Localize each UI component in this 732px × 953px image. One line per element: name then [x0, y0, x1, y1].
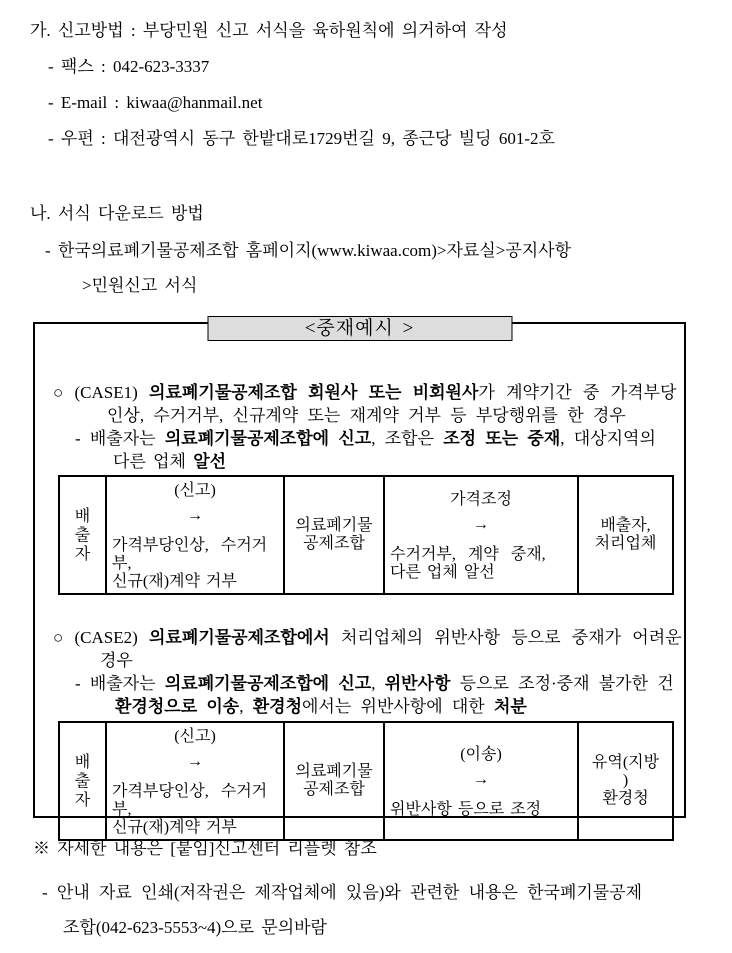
- adjust-action-line: 다른 업체 알선: [390, 564, 495, 581]
- report-causes: [112, 537, 278, 591]
- case2-l3-seg2: ,: [371, 674, 385, 693]
- vert-char: 배: [74, 507, 91, 525]
- case2-flow-table: [58, 721, 674, 841]
- transfer-actions: [390, 801, 572, 819]
- report-causes: [112, 783, 278, 837]
- case1-table-row: [59, 476, 673, 594]
- case2-l4-seg0-bold: 환경청으로 이송: [115, 697, 240, 716]
- case2-line3: [53, 672, 674, 695]
- fax-line: - 팩스 : 042-623-3337: [48, 57, 210, 76]
- reference-note: ※ 자세한 내용은 [붙임]신고센터 리플렛 참조: [33, 839, 377, 858]
- case2-l4-seg2-bold: 환경청: [252, 697, 302, 716]
- case1-line2: 인상, 수거거부, 신규계약 또는 재계약 거부 등 부당행위를 한 경우: [107, 406, 626, 425]
- case1-result-cell: [578, 476, 673, 594]
- report-cause-line: 가격부당인상, 수거거부,: [112, 783, 268, 818]
- vert-char: 출: [74, 526, 91, 544]
- case1-adjust-cell: [384, 476, 578, 594]
- vert-char: 자: [74, 545, 91, 563]
- case2-coop-cell: [284, 722, 384, 840]
- case1-l1-seg1-bold: 의료폐기물공제조합 회원사 또는 비회원사: [149, 383, 479, 402]
- adjust-action-line: 수거거부, 계약 중재,: [390, 546, 546, 563]
- agency-line: 유역(지방: [591, 754, 660, 771]
- case2-l3-seg3-bold: 위반사항: [384, 674, 451, 693]
- case1-coop-cell: [284, 476, 384, 594]
- case1-flow-table: [58, 475, 674, 595]
- transfer-label: (이송): [460, 746, 502, 763]
- case2-l1-seg1-bold: 의료폐기물공제조합에서: [149, 628, 330, 647]
- case2-l1-seg2: 처리업체의 위반사항 등으로 중재가 어려운: [329, 628, 682, 647]
- case2-l4-seg1: ,: [239, 697, 253, 716]
- coop-line: 공제조합: [303, 781, 365, 798]
- section-a-title: 가. 신고방법 : 부당민원 신고 서식을 육하원칙에 의거하여 작성: [30, 21, 508, 40]
- report-cause-line: 신규(재)계약 거부: [112, 819, 237, 836]
- coop-line: 공제조합: [303, 535, 365, 552]
- mediation-header-label: <중재예시 >: [207, 316, 512, 341]
- agency-line: 환경청: [602, 790, 649, 807]
- case1-report-cell: [106, 476, 284, 594]
- print-note-line1: - 안내 자료 인쇄(저작권은 제작업체에 있음)와 관련한 내용은 한국폐기물공제: [42, 883, 643, 902]
- case2-discharger-cell: [59, 722, 106, 840]
- result-line: 배출자,: [600, 517, 651, 534]
- case2-l3-seg4: 등으로 조정·중재 불가한 건: [450, 674, 674, 693]
- case1-l1-seg2: 가 계약기간 중 가격부당: [478, 383, 677, 402]
- case1-line3: [53, 427, 668, 450]
- coop-line: 의료폐기물: [295, 517, 373, 534]
- adjust-label: 가격조정: [450, 491, 512, 508]
- down-arrow-icon: →: [473, 516, 489, 533]
- case1-l3-seg3-bold: 조정 또는 중재: [443, 429, 561, 448]
- result-line: 처리업체: [594, 535, 657, 552]
- case2-l3-seg0: - 배출자는: [75, 674, 165, 693]
- case1-l3-seg0: - 배출자는: [75, 429, 165, 448]
- case2-agency-cell: [578, 722, 673, 840]
- case1-line4: [53, 450, 668, 473]
- case2-l4-seg4-bold: 처분: [493, 697, 527, 716]
- report-label: (신고): [174, 482, 216, 499]
- footer-notes: [30, 838, 712, 939]
- case1-l1-seg0: ○ (CASE1): [53, 383, 150, 402]
- case1-line1: [53, 381, 677, 404]
- transfer-action-line: 위반사항 등으로 조정: [390, 801, 542, 818]
- print-note-line2: 조합(042-623-5553~4)으로 문의바람: [63, 918, 327, 937]
- case1-adjust-flow: [390, 488, 572, 582]
- case2-paragraph: [53, 626, 682, 718]
- report-cause-line: 가격부당인상, 수거거부,: [112, 537, 268, 572]
- agency-line: ): [622, 772, 629, 789]
- report-label: (신고): [174, 728, 216, 745]
- down-arrow-icon: →: [187, 507, 203, 524]
- case1-paragraph: [53, 381, 677, 473]
- case1-l4-seg0: 다른 업체: [113, 452, 194, 471]
- case1-l3-seg4: , 대상지역의: [560, 429, 656, 448]
- vert-char: 배: [74, 753, 91, 771]
- report-cause-line: 신규(재)계약 거부: [112, 573, 237, 590]
- case2-line2: 경우: [100, 651, 133, 670]
- section-download-method: [30, 203, 712, 297]
- case2-l3-seg1-bold: 의료폐기물공제조합에 신고: [164, 674, 372, 693]
- vert-char: 출: [74, 772, 91, 790]
- mediation-box: [33, 322, 686, 836]
- case2-table-row: [59, 722, 673, 840]
- vert-char: 자: [74, 791, 91, 809]
- case1-l3-seg1-bold: 의료폐기물공제조합에 신고: [164, 429, 372, 448]
- down-arrow-icon: →: [473, 771, 489, 788]
- homepage-line: - 한국의료폐기물공제조합 홈페이지(www.kiwaa.com)>자료실>공지사항: [45, 241, 572, 260]
- section-b-title: 나. 서식 다운로드 방법: [30, 204, 204, 223]
- case2-l4-seg3: 에서는 위반사항에 대한: [302, 697, 494, 716]
- case2-transfer-flow: [390, 743, 572, 819]
- case2-l1-seg0: ○ (CASE2): [53, 628, 150, 647]
- case2-report-flow: [112, 725, 278, 837]
- coop-line: 의료폐기물: [295, 763, 373, 780]
- mediation-example-section: [33, 316, 686, 836]
- adjust-actions: [390, 546, 572, 582]
- down-arrow-icon: →: [187, 753, 203, 770]
- case1-report-flow: [112, 479, 278, 591]
- case2-line4: [53, 695, 668, 718]
- email-line: - E-mail : kiwaa@hanmail.net: [48, 93, 263, 112]
- section-report-method: [30, 20, 712, 150]
- case2-transfer-cell: [384, 722, 578, 840]
- case2-report-cell: [106, 722, 284, 840]
- case1-l3-seg2: , 조합은: [371, 429, 444, 448]
- case2-line1: [53, 626, 682, 649]
- postal-line: - 우편 : 대전광역시 동구 한밭대로1729번길 9, 종근당 빌딩 601-2호: [48, 129, 555, 148]
- case1-discharger-cell: [59, 476, 106, 594]
- form-path-line: >민원신고 서식: [82, 276, 198, 295]
- case1-l4-seg1-bold: 알선: [193, 452, 227, 471]
